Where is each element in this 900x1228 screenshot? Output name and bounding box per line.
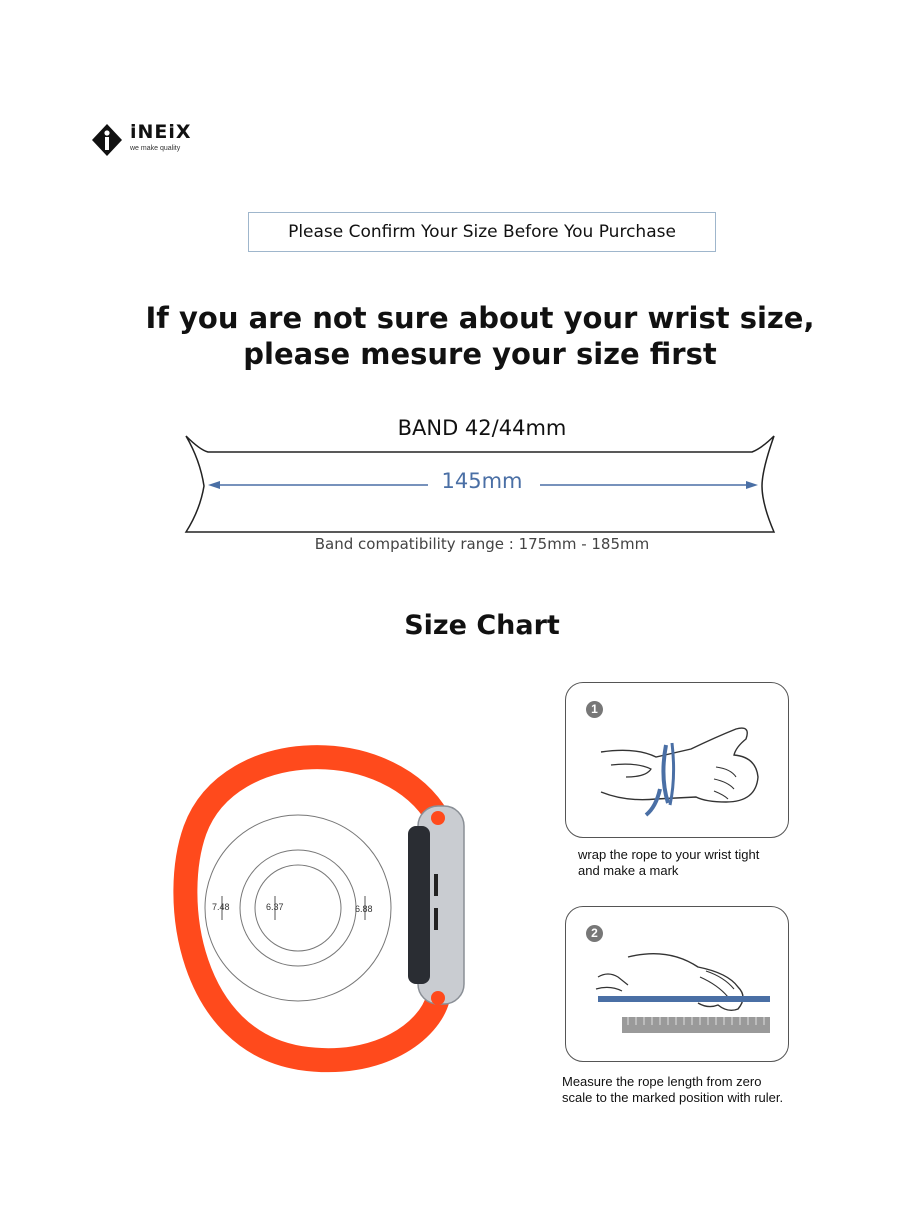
step-2-number: 2 [586,925,603,942]
size-circle-middle [240,850,356,966]
circle-label-middle: 6.37 [266,902,284,912]
band-compatibility-range: Band compatibility range : 175mm - 185mm [314,535,650,553]
logo-mark-icon [90,122,124,158]
wrap-rope-wrist-icon [596,707,766,817]
measure-heading [120,300,840,372]
watch-side [408,826,430,984]
step-2-panel [565,906,789,1062]
brand-logo [90,120,210,160]
step-1-caption [578,847,808,879]
band-length-label: 145mm [441,469,523,493]
size-chart-title: Size Chart [404,610,560,641]
arrow-head-right-icon [746,481,758,489]
brand-tagline: we make quality [130,145,181,152]
brand-name: iNEiX [130,121,192,143]
step-1-panel [565,682,789,838]
step-2-caption [562,1074,822,1106]
band-pin-bottom [431,991,445,1005]
heading-line-1: If you are not sure about your wrist size, [145,301,815,335]
step-2-caption-line-2: scale to the marked position with ruler. [562,1090,784,1105]
watch-slot-2 [434,908,438,930]
circle-label-inner: 6.88 [355,904,373,914]
circle-label-outer: 7.48 [212,902,230,912]
size-confirm-notice: Please Confirm Your Size Before You Purchase [248,212,716,252]
band-pin-top [431,811,445,825]
step-1-caption-line-1: wrap the rope to your wrist tight [578,847,760,862]
heading-line-2: please mesure your size first [243,337,717,371]
watch-slot-1 [434,874,438,896]
step-1-caption-line-2: and make a mark [578,863,679,878]
step-1-number: 1 [586,701,603,718]
step-2-caption-line-1: Measure the rope length from zero [562,1074,762,1089]
band-title: BAND 42/44mm [397,416,567,440]
measure-rope-ruler-icon [588,937,774,1047]
arrow-head-left-icon [208,481,220,489]
